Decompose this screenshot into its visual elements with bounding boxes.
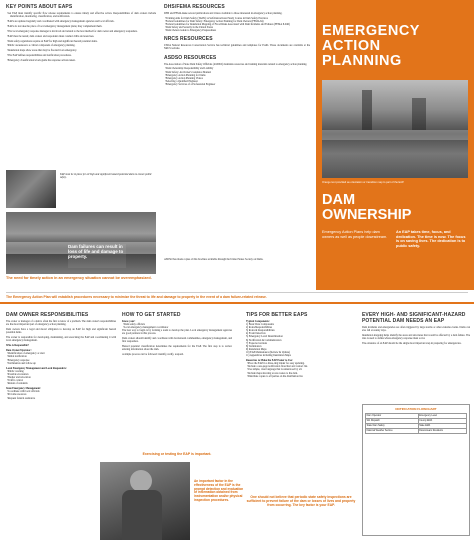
dhs-item: • Dam Safety and Security in the United States xyxy=(164,26,310,29)
flowchart-cell: Downstream Residents xyxy=(418,428,466,433)
typical-components-heading: Typical Components: xyxy=(246,320,270,323)
components-list xyxy=(246,323,356,357)
state-item: • Request federal assistance xyxy=(6,397,116,400)
asdso-item: • Emergency Action Planning Videos xyxy=(164,77,310,80)
owner-ops-heading: Dam Owner/Operator: xyxy=(6,349,32,353)
cover-title-ownership: OWNERSHIP xyxy=(322,207,412,223)
owner-item: • Termination and follow-up xyxy=(6,362,116,365)
top-row-footer: The Emergency Action Plan will establish procedures necessary to minimize the threat to life and damage to property in the event of a dam failure-related release. xyxy=(6,292,468,299)
cover-tagline: Emergency Action Plans help dam owners as well as people downstream. xyxy=(322,230,388,239)
get-started-heading: HOW TO GET STARTED xyxy=(122,312,181,318)
get-started-paragraph: A simple process can be followed: identify, notify, respond. xyxy=(122,353,184,357)
flowchart-cell: 911 Dispatch xyxy=(366,418,419,423)
dhs-intro: DHS and FEMA make several publications and videos available to those interested in emergency action planning. xyxy=(164,12,283,15)
component-item: 1) Basic Data Components xyxy=(246,323,274,327)
owner-resp-paragraph: The owner or manager of a dam is often the first to know of a problem. The dam owner's responsibilities are the most important part of emergency action planning. xyxy=(6,320,116,327)
cover-title-lower xyxy=(322,193,468,223)
asdso-list xyxy=(164,67,310,86)
exercise-note: Exercising or testing the EAP is important. xyxy=(142,452,212,456)
dhs-item: • Federal Guidelines for Inundation Mapping of Flood Risks Associated with Dam Incidents and Failures (FEMA P-946) xyxy=(164,23,310,26)
cover-title-line3: PLANNING xyxy=(322,53,402,69)
key-point-item: • EAPs do not take the place of local emergency management plans; they complement them. xyxy=(6,25,156,28)
row-divider xyxy=(0,302,474,304)
tip-item: • Include a one-page notification flowchart and contact list. xyxy=(246,365,356,368)
cover-photo xyxy=(322,80,468,178)
notification-flowchart xyxy=(362,404,470,536)
every-dam-paragraph: The existence of an EAP should be the single most important step in preparing for emergencies. xyxy=(362,341,462,345)
owner-item: • Identification of emergency or alert xyxy=(6,352,116,355)
flowchart-table xyxy=(365,413,467,434)
dhs-heading: DHS/FEMA RESOURCES xyxy=(164,4,225,10)
key-points-heading: KEY POINTS ABOUT EAPS xyxy=(6,4,73,10)
every-dam-heading: EVERY HIGH- AND SIGNIFICANT-HAZARD POTENTIAL DAM NEEDS AN EAP xyxy=(362,312,466,324)
dam-photo-overlay-text: Dam failures can result in loss of life and damage to property. xyxy=(68,244,126,268)
cover-title-line2: ACTION xyxy=(322,38,381,54)
panel-tips xyxy=(246,312,356,510)
local-heading: Local Emergency Management and Local Responders: xyxy=(6,366,67,370)
component-item: 4) Event Detection xyxy=(246,332,266,336)
tips-list xyxy=(246,362,356,377)
know-your-item: • Dam safety officials xyxy=(122,323,232,326)
detection-note: An important factor in the effectiveness of the EAP is the prompt detection and evaluation of information obtained from instrumentation and/or physical inspection procedures. xyxy=(194,479,244,502)
component-item: 3) Roles & Responsibilities xyxy=(246,329,275,333)
asdso-item: • Emergency Action Planning for Dams xyxy=(164,74,310,77)
every-dam-paragraph: Dam incidents and emergencies are often triggered by large storms or other extreme events. Dams can also fail on sunny days. xyxy=(362,326,470,333)
key-point-item: • Inundation maps show areas that may be flooded in an emergency. xyxy=(6,49,156,52)
key-points-photo xyxy=(6,170,56,208)
tip-item: • Use simple, clear language that is understood by all. xyxy=(246,368,356,371)
panel-resources xyxy=(164,4,310,249)
key-point-item: • Emergency classification levels guide the response actions taken. xyxy=(6,59,156,62)
key-point-item: • The EAP defines responsibilities and notification procedures. xyxy=(6,54,156,57)
know-your-label: Know your: xyxy=(122,320,136,323)
flowchart-cell: Dam Operator xyxy=(366,414,419,419)
panel1-orange-note: The need for timely action in an emergency situation cannot be overemphasized. xyxy=(6,276,152,280)
tip-item: • Place the EAP in a three-ring binder for easy updating. xyxy=(246,362,356,365)
panel-get-started xyxy=(122,312,232,452)
key-point-item: • Public awareness is a critical component of emergency planning. xyxy=(6,44,156,47)
key-point-item: • EAPs are updated regularly and coordinated with emergency management agencies and local officials. xyxy=(6,20,156,23)
owner-resp-heading: DAM OWNER RESPONSIBILITIES xyxy=(6,312,89,318)
flowchart-cell: County EMA xyxy=(418,418,466,423)
tip-item: • Distribute copies to all parties on the distribution list. xyxy=(246,375,356,378)
nrcs-text: USDA Natural Resources Conservation Service has technical guidelines and templates for EAPs. These documents are available at the NRCS website. xyxy=(164,44,310,51)
asdso-item: • Emergency Services of a Professional Engineer xyxy=(164,83,310,86)
component-item: 5) Emergency Level Determination xyxy=(246,335,283,339)
flowchart-title: NOTIFICATION FLOWCHART xyxy=(395,407,437,411)
who-responsible-heading: Who is Responsible? xyxy=(6,344,29,348)
get-started-paragraph: Hazard potential classification determines the requirements for the EAP. The first step is to review existing information about the dam. xyxy=(122,345,232,352)
worker-photo xyxy=(100,462,190,540)
panel2-footnote: ASDSO has made copies of this brochure available through the United States Society on Dams. xyxy=(164,258,264,261)
flowchart-cell: State EMA xyxy=(418,423,466,428)
key-points-list xyxy=(6,12,156,62)
cover-tagline2: An EAP takes time, focus, and dedication. The time is now. The focus is on saving lives. The dedication is to public safety. xyxy=(396,230,466,248)
dhs-item: • Federal Guidelines for Dam Safety: Emergency Action Planning for Dam Owners (FEMA 64) xyxy=(164,20,310,23)
tips-heading: TIPS FOR BETTER EAPS xyxy=(246,312,308,318)
flowchart-cell: State Dam Safety xyxy=(366,423,419,428)
state-list xyxy=(6,390,116,399)
owner-resp-paragraph: The owner is responsible for developing, maintaining, and exercising the EAP and coordinating it with local emergency management. xyxy=(6,335,116,343)
component-item: 6) Notification & Communication xyxy=(246,338,282,342)
component-item: 10) EAP Maintenance (Review & Update) xyxy=(246,350,291,354)
component-item: 7) Expected Actions xyxy=(246,341,268,345)
state-heading: State Emergency Management: xyxy=(6,387,41,391)
panel-every-dam xyxy=(362,312,470,402)
flowchart-row xyxy=(366,428,467,433)
owner-item: • Emergency response xyxy=(6,359,116,362)
local-item: • Traffic control xyxy=(6,379,116,382)
local-item: • Possible evacuation xyxy=(6,373,116,376)
dhs-list xyxy=(164,17,310,32)
component-item: 9) Inundation Maps xyxy=(246,347,267,351)
local-item: • Return of residents xyxy=(6,382,116,385)
ensure-heading: Resources to Make the EAP Easier to Use: xyxy=(246,359,293,363)
asdso-item: • Dam Safety: An Owner's Guidance Manual xyxy=(164,71,310,74)
cover-caption: Orange text provided as orientation or transition map to part of the EAP. xyxy=(322,181,405,184)
cover-title-dam: DAM xyxy=(322,192,356,208)
component-item: 2) Roles/Responsibilities xyxy=(246,326,273,330)
local-item: • Shelter and relocation xyxy=(6,376,116,379)
key-point-item: • EAP must be tested; dam owners and responders must conduct drills and exercises. xyxy=(6,35,156,38)
key-point-item: • Dam safety regulations require an EAP for high and significant hazard potential dams. xyxy=(6,40,156,43)
asdso-item: • Selecting a Qualified Engineer xyxy=(164,80,310,83)
asdso-item: • Dam Ownership: Responsibility and Liability xyxy=(164,67,310,70)
know-your-item: • Local emergency management coordinator xyxy=(122,326,232,329)
flowchart-cell: National Weather Service xyxy=(366,428,419,433)
cover-title-line1: EMERGENCY xyxy=(322,23,420,39)
every-dam-paragraphs xyxy=(362,326,470,345)
owner-item: • Initial notification xyxy=(6,355,116,358)
component-item: 8) Termination xyxy=(246,344,262,348)
dam-photo-left xyxy=(6,212,156,274)
state-item: • Coordinate with local officials xyxy=(6,390,116,393)
owner-resp-paragraph: Dam owners have a legal and moral obligation to develop an EAP for high and significant hazard potential dams. xyxy=(6,327,116,335)
owner-ops-list xyxy=(6,352,116,364)
inspection-note: One should not believe that periodic state safety inspections are sufficient to prevent failure of the dam or losses of lives and property from occurring. The key factor is your EAP. xyxy=(246,495,356,507)
get-started-paragraph: Dam owners should identify and coordinate with downstream communities, emergency management, and first responders. xyxy=(122,337,232,344)
key-point-item: • The local emergency response manager is involved and related to the best method for dam owner and emergency responders. xyxy=(6,30,156,33)
cover-title xyxy=(322,24,472,69)
key-point-item: • An EAP must identify specific flow release requirements to ensure timely and effective action. Responsibilities of dam owners include identification, monitoring, classification, and notification. xyxy=(6,12,156,18)
get-started-paragraph: The best way to begin is by forming a team to develop the plan. Local emergency management agencies are good partners in this process. xyxy=(122,329,232,336)
asdso-text: The Association of State Dam Safety Officials (ASDSO) maintains resources and training materials related to emergency action planning. xyxy=(164,62,308,66)
owner-resp-paragraphs xyxy=(6,320,116,342)
every-dam-paragraph: Inundation mapping helps identify the areas and structures that would be affected by a dam failure. The data is used to define where emergency response must occur. xyxy=(362,333,470,341)
flowchart-cell: Emergency Level xyxy=(418,414,466,419)
get-started-paragraphs xyxy=(122,329,232,356)
key-points-photo-caption: EAP must be in place for all high and significant hazard potential dams to ensure public safety. xyxy=(60,173,152,180)
state-item: • Provide resources xyxy=(6,393,116,396)
component-item: 11) Appendices including Inundation Maps xyxy=(246,354,291,358)
tip-item: • Include maps showing access routes to the dam. xyxy=(246,372,356,375)
asdso-heading: ASDSO RESOURCES xyxy=(164,54,217,61)
local-list xyxy=(6,370,116,385)
dhs-item: • Dam Owners Guide to Emergency Preparedness xyxy=(164,29,310,32)
nrcs-heading: NRCS RESOURCES xyxy=(164,36,213,43)
dhs-item: • Training Aids for Dam Safety (TADS): A Self-Instructional Study Course in Dam Safety Practices xyxy=(164,17,310,20)
local-item: • Public warning xyxy=(6,370,116,373)
